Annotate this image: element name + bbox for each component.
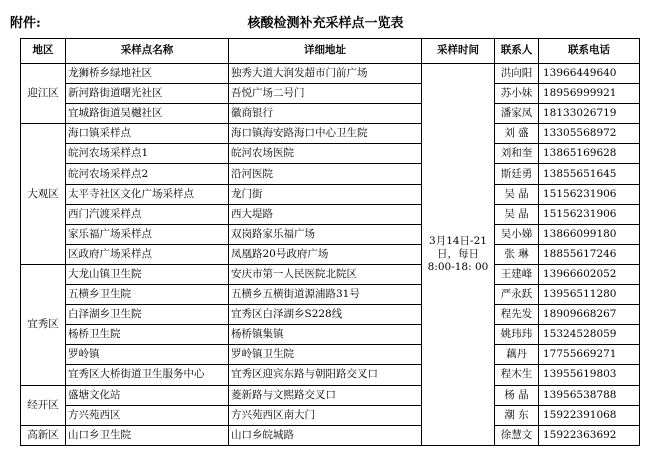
phone-cell: 15922363692 — [539, 425, 640, 445]
phone-cell: 13855651645 — [539, 164, 640, 184]
table-row — [21, 204, 640, 224]
table-row — [21, 84, 640, 104]
address-cell: 宜秀区迎宾东路与朝阳路交叉口 — [229, 365, 422, 385]
site-name-cell: 罗岭镇 — [66, 345, 229, 365]
table-row — [21, 244, 640, 264]
address-cell: 海口镇海安路海口中心卫生院 — [229, 124, 422, 144]
address-cell: 皖河农场医院 — [229, 144, 422, 164]
phone-cell: 18956999921 — [539, 84, 640, 104]
site-name-cell: 太平寺社区文化广场采样点 — [66, 184, 229, 204]
phone-cell: 15324528059 — [539, 325, 640, 345]
contact-person-cell: 吴 晶 — [495, 184, 539, 204]
contact-person-cell: 潘家凤 — [495, 104, 539, 124]
table-row — [21, 365, 640, 385]
contact-person-cell: 斯廷勇 — [495, 164, 539, 184]
table-row — [21, 184, 640, 204]
site-name-cell: 皖河农场采样点2 — [66, 164, 229, 184]
contact-person-cell: 杨 晶 — [495, 385, 539, 405]
contact-person-cell: 姚玮玮 — [495, 325, 539, 345]
phone-cell: 13305568972 — [539, 124, 640, 144]
address-cell: 宜秀区白泽湖乡S228线 — [229, 305, 422, 325]
phone-cell: 15156231906 — [539, 184, 640, 204]
site-name-cell: 大龙山镇卫生院 — [66, 264, 229, 284]
contact-person-cell: 藕丹 — [495, 345, 539, 365]
contact-person-cell: 潮 东 — [495, 405, 539, 425]
site-name-cell: 新河路街道曙光社区 — [66, 84, 229, 104]
site-name-cell: 方兴苑西区 — [66, 405, 229, 425]
address-cell: 五横乡五横街道源浦路31号 — [229, 285, 422, 305]
contact-person-cell: 张 琳 — [495, 244, 539, 264]
phone-cell: 15156231906 — [539, 204, 640, 224]
site-name-cell: 宜秀区大桥街道卫生服务中心 — [66, 365, 229, 385]
address-cell: 西大堤路 — [229, 204, 422, 224]
site-name-cell: 宜城路街道吴樾社区 — [66, 104, 229, 124]
column-header-site: 采样点名称 — [66, 39, 229, 64]
table-row — [21, 345, 640, 365]
table-body — [21, 64, 640, 446]
address-cell: 独秀大道大润发超市门前广场 — [229, 64, 422, 84]
table-row — [21, 64, 640, 84]
table-row — [21, 405, 640, 425]
phone-cell: 13966449640 — [539, 64, 640, 84]
phone-cell: 13866099180 — [539, 224, 640, 244]
phone-cell: 13956511280 — [539, 285, 640, 305]
phone-cell: 15922391068 — [539, 405, 640, 425]
table-row — [21, 385, 640, 405]
phone-cell: 18133026719 — [539, 104, 640, 124]
address-cell: 沿河医院 — [229, 164, 422, 184]
address-cell: 双岗路家乐福广场 — [229, 224, 422, 244]
district-cell: 经开区 — [21, 385, 66, 425]
attachment-label: 附件: — [10, 16, 41, 31]
site-name-cell: 龙狮桥乡绿地社区 — [66, 64, 229, 84]
site-name-cell: 皖河农场采样点1 — [66, 144, 229, 164]
table-row — [21, 124, 640, 144]
address-cell: 杨桥镇集镇 — [229, 325, 422, 345]
address-cell: 山口乡皖城路 — [229, 425, 422, 445]
address-cell: 安庆市第一人民医院北院区 — [229, 264, 422, 284]
table-row — [21, 285, 640, 305]
district-cell: 高新区 — [21, 425, 66, 445]
column-header-contact: 联系人 — [495, 39, 539, 64]
site-name-cell: 山口乡卫生院 — [66, 425, 229, 445]
address-cell: 徽商银行 — [229, 104, 422, 124]
site-name-cell: 盛塘文化站 — [66, 385, 229, 405]
table-row — [21, 104, 640, 124]
district-cell: 迎江区 — [21, 64, 66, 124]
table-row — [21, 305, 640, 325]
contact-person-cell: 程先发 — [495, 305, 539, 325]
column-header-phone: 联系电话 — [539, 39, 640, 64]
site-name-cell: 白泽湖乡卫生院 — [66, 305, 229, 325]
address-cell: 凤凰路20号政府广场 — [229, 244, 422, 264]
district-cell: 大观区 — [21, 124, 66, 265]
phone-cell: 13865169628 — [539, 144, 640, 164]
site-name-cell: 杨桥卫生院 — [66, 325, 229, 345]
contact-person-cell: 吴小娣 — [495, 224, 539, 244]
table-header-row — [21, 39, 640, 64]
table-row — [21, 425, 640, 445]
phone-cell: 13966602052 — [539, 264, 640, 284]
sampling-time-cell: 3月14日-21日，每日8:00-18: 00 — [422, 64, 495, 446]
page-title: 核酸检测补充采样点一览表 — [247, 16, 404, 31]
contact-person-cell: 程木生 — [495, 365, 539, 385]
phone-cell: 18855617246 — [539, 244, 640, 264]
district-cell: 宜秀区 — [21, 264, 66, 385]
phone-cell: 17755669271 — [539, 345, 640, 365]
phone-cell: 13956538788 — [539, 385, 640, 405]
table-row — [21, 144, 640, 164]
contact-person-cell: 王建峰 — [495, 264, 539, 284]
contact-person-cell: 严永跃 — [495, 285, 539, 305]
column-header-district: 地区 — [21, 39, 66, 64]
phone-cell: 13955619803 — [539, 365, 640, 385]
contact-person-cell: 刘 盛 — [495, 124, 539, 144]
address-cell: 罗岭镇卫生院 — [229, 345, 422, 365]
phone-cell: 18909668267 — [539, 305, 640, 325]
table-row — [21, 164, 640, 184]
site-name-cell: 家乐福广场采样点 — [66, 224, 229, 244]
contact-person-cell: 吴 晶 — [495, 204, 539, 224]
site-name-cell: 西门汽渡采样点 — [66, 204, 229, 224]
page-header — [0, 0, 651, 38]
table-row — [21, 325, 640, 345]
table-row — [21, 224, 640, 244]
column-header-address: 详细地址 — [229, 39, 422, 64]
address-cell: 吾悦广场二号门 — [229, 84, 422, 104]
contact-person-cell: 徐慧文 — [495, 425, 539, 445]
site-name-cell: 海口镇采样点 — [66, 124, 229, 144]
address-cell: 龙门街 — [229, 184, 422, 204]
column-header-time: 采样时间 — [422, 39, 495, 64]
contact-person-cell: 苏小妹 — [495, 84, 539, 104]
address-cell: 菱新路与文熙路交叉口 — [229, 385, 422, 405]
table-row — [21, 264, 640, 284]
contact-person-cell: 洪向阳 — [495, 64, 539, 84]
site-name-cell: 区政府广场采样点 — [66, 244, 229, 264]
sampling-sites-table — [20, 38, 640, 446]
site-name-cell: 五横乡卫生院 — [66, 285, 229, 305]
contact-person-cell: 刘和奎 — [495, 144, 539, 164]
address-cell: 方兴苑西区南大门 — [229, 405, 422, 425]
